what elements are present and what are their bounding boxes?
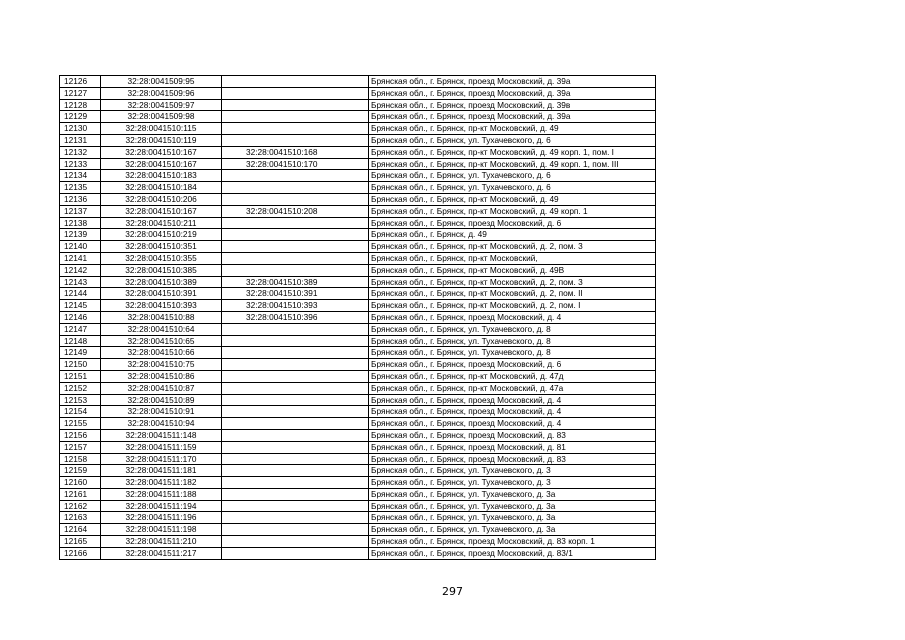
row-number-cell: 12128 bbox=[60, 99, 101, 111]
linked-cadastral-number-cell bbox=[222, 217, 369, 229]
linked-cadastral-number-cell bbox=[222, 193, 369, 205]
table-row bbox=[60, 193, 656, 205]
linked-cadastral-number-cell: 32:28:0041510:389 bbox=[222, 276, 369, 288]
address-cell: Брянская обл., г. Брянск, ул. Тухачевского, д. 8 bbox=[369, 335, 656, 347]
linked-cadastral-number-cell bbox=[222, 418, 369, 430]
cadastral-number-cell: 32:28:0041510:87 bbox=[101, 382, 222, 394]
row-number-cell: 12161 bbox=[60, 488, 101, 500]
cadastral-number-cell: 32:28:0041510:351 bbox=[101, 241, 222, 253]
cadastral-number-cell: 32:28:0041511:194 bbox=[101, 500, 222, 512]
linked-cadastral-number-cell bbox=[222, 359, 369, 371]
linked-cadastral-number-cell bbox=[222, 111, 369, 123]
table-row bbox=[60, 335, 656, 347]
row-number-cell: 12162 bbox=[60, 500, 101, 512]
table-row bbox=[60, 465, 656, 477]
address-cell: Брянская обл., г. Брянск, пр-кт Московский, д. 2, пом. 3 bbox=[369, 276, 656, 288]
row-number-cell: 12149 bbox=[60, 347, 101, 359]
address-cell: Брянская обл., г. Брянск, проезд Московский, д. 81 bbox=[369, 441, 656, 453]
cadastral-number-cell: 32:28:0041509:97 bbox=[101, 99, 222, 111]
address-cell: Брянская обл., г. Брянск, ул. Тухачевского, д. 6 bbox=[369, 170, 656, 182]
cadastral-number-cell: 32:28:0041509:96 bbox=[101, 87, 222, 99]
cadastral-number-cell: 32:28:0041511:170 bbox=[101, 453, 222, 465]
row-number-cell: 12126 bbox=[60, 76, 101, 88]
row-number-cell: 12158 bbox=[60, 453, 101, 465]
cadastral-number-cell: 32:28:0041510:167 bbox=[101, 205, 222, 217]
linked-cadastral-number-cell bbox=[222, 477, 369, 489]
linked-cadastral-number-cell bbox=[222, 453, 369, 465]
table-row bbox=[60, 76, 656, 88]
address-cell: Брянская обл., г. Брянск, пр-кт Московский, д. 47д bbox=[369, 370, 656, 382]
table-row bbox=[60, 453, 656, 465]
table-row bbox=[60, 429, 656, 441]
address-cell: Брянская обл., г. Брянск, ул. Тухачевского, д. 3а bbox=[369, 500, 656, 512]
table-row bbox=[60, 477, 656, 489]
table-row bbox=[60, 536, 656, 548]
linked-cadastral-number-cell bbox=[222, 229, 369, 241]
linked-cadastral-number-cell bbox=[222, 323, 369, 335]
cadastral-number-cell: 32:28:0041511:196 bbox=[101, 512, 222, 524]
row-number-cell: 12165 bbox=[60, 536, 101, 548]
table-row bbox=[60, 134, 656, 146]
table-row bbox=[60, 488, 656, 500]
address-cell: Брянская обл., г. Брянск, проезд Московский, д. 6 bbox=[369, 359, 656, 371]
cadastral-number-cell: 32:28:0041511:217 bbox=[101, 547, 222, 559]
linked-cadastral-number-cell: 32:28:0041510:393 bbox=[222, 300, 369, 312]
row-number-cell: 12146 bbox=[60, 311, 101, 323]
table-row bbox=[60, 182, 656, 194]
row-number-cell: 12136 bbox=[60, 193, 101, 205]
table-row bbox=[60, 406, 656, 418]
cadastral-number-cell: 32:28:0041511:182 bbox=[101, 477, 222, 489]
cadastral-number-cell: 32:28:0041510:391 bbox=[101, 288, 222, 300]
address-cell: Брянская обл., г. Брянск, пр-кт Московский, д. 2, пом. 3 bbox=[369, 241, 656, 253]
row-number-cell: 12145 bbox=[60, 300, 101, 312]
address-cell: Брянская обл., г. Брянск, д. 49 bbox=[369, 229, 656, 241]
address-cell: Брянская обл., г. Брянск, ул. Тухачевского, д. 3а bbox=[369, 524, 656, 536]
cadastral-number-cell: 32:28:0041510:206 bbox=[101, 193, 222, 205]
row-number-cell: 12132 bbox=[60, 146, 101, 158]
row-number-cell: 12151 bbox=[60, 370, 101, 382]
address-cell: Брянская обл., г. Брянск, пр-кт Московский, д. 49 корп. 1 bbox=[369, 205, 656, 217]
row-number-cell: 12137 bbox=[60, 205, 101, 217]
cadastral-number-cell: 32:28:0041510:115 bbox=[101, 123, 222, 135]
table-row bbox=[60, 288, 656, 300]
linked-cadastral-number-cell bbox=[222, 441, 369, 453]
linked-cadastral-number-cell bbox=[222, 547, 369, 559]
cadastral-number-cell: 32:28:0041511:181 bbox=[101, 465, 222, 477]
address-cell: Брянская обл., г. Брянск, ул. Тухачевского, д. 6 bbox=[369, 182, 656, 194]
cadastral-number-cell: 32:28:0041510:86 bbox=[101, 370, 222, 382]
table-row bbox=[60, 252, 656, 264]
linked-cadastral-number-cell bbox=[222, 524, 369, 536]
linked-cadastral-number-cell bbox=[222, 512, 369, 524]
row-number-cell: 12153 bbox=[60, 394, 101, 406]
table-row bbox=[60, 524, 656, 536]
row-number-cell: 12139 bbox=[60, 229, 101, 241]
address-cell: Брянская обл., г. Брянск, проезд Московский, д. 4 bbox=[369, 406, 656, 418]
row-number-cell: 12154 bbox=[60, 406, 101, 418]
table-row bbox=[60, 500, 656, 512]
cadastral-number-cell: 32:28:0041510:393 bbox=[101, 300, 222, 312]
cadastral-number-cell: 32:28:0041510:355 bbox=[101, 252, 222, 264]
linked-cadastral-number-cell bbox=[222, 536, 369, 548]
address-cell: Брянская обл., г. Брянск, проезд Московский, д. 6 bbox=[369, 217, 656, 229]
linked-cadastral-number-cell bbox=[222, 406, 369, 418]
cadastral-number-cell: 32:28:0041510:65 bbox=[101, 335, 222, 347]
row-number-cell: 12166 bbox=[60, 547, 101, 559]
linked-cadastral-number-cell: 32:28:0041510:391 bbox=[222, 288, 369, 300]
row-number-cell: 12147 bbox=[60, 323, 101, 335]
row-number-cell: 12164 bbox=[60, 524, 101, 536]
address-cell: Брянская обл., г. Брянск, пр-кт Московский, д. 47а bbox=[369, 382, 656, 394]
address-cell: Брянская обл., г. Брянск, ул. Тухачевского, д. 3а bbox=[369, 488, 656, 500]
cadastral-number-cell: 32:28:0041510:119 bbox=[101, 134, 222, 146]
row-number-cell: 12131 bbox=[60, 134, 101, 146]
linked-cadastral-number-cell bbox=[222, 347, 369, 359]
cadastral-number-cell: 32:28:0041510:183 bbox=[101, 170, 222, 182]
table-row bbox=[60, 123, 656, 135]
table-row bbox=[60, 347, 656, 359]
table-body bbox=[60, 76, 656, 560]
table-row bbox=[60, 512, 656, 524]
linked-cadastral-number-cell bbox=[222, 264, 369, 276]
row-number-cell: 12150 bbox=[60, 359, 101, 371]
table-row bbox=[60, 394, 656, 406]
linked-cadastral-number-cell bbox=[222, 370, 369, 382]
table-row bbox=[60, 146, 656, 158]
linked-cadastral-number-cell bbox=[222, 488, 369, 500]
table-row bbox=[60, 323, 656, 335]
address-cell: Брянская обл., г. Брянск, проезд Московский, д. 83 bbox=[369, 453, 656, 465]
linked-cadastral-number-cell bbox=[222, 134, 369, 146]
table-row bbox=[60, 87, 656, 99]
table-row bbox=[60, 158, 656, 170]
table-row bbox=[60, 217, 656, 229]
address-cell: Брянская обл., г. Брянск, проезд Московский, д. 39а bbox=[369, 87, 656, 99]
row-number-cell: 12156 bbox=[60, 429, 101, 441]
address-cell: Брянская обл., г. Брянск, ул. Тухачевского, д. 3 bbox=[369, 465, 656, 477]
linked-cadastral-number-cell bbox=[222, 500, 369, 512]
address-cell: Брянская обл., г. Брянск, проезд Московский, д. 39в bbox=[369, 99, 656, 111]
table-row bbox=[60, 276, 656, 288]
cadastral-number-cell: 32:28:0041510:91 bbox=[101, 406, 222, 418]
row-number-cell: 12152 bbox=[60, 382, 101, 394]
table-row bbox=[60, 241, 656, 253]
address-cell: Брянская обл., г. Брянск, пр-кт Московский, д. 2, пом. I bbox=[369, 300, 656, 312]
address-cell: Брянская обл., г. Брянск, проезд Московский, д. 4 bbox=[369, 418, 656, 430]
linked-cadastral-number-cell: 32:28:0041510:396 bbox=[222, 311, 369, 323]
property-table bbox=[59, 75, 656, 560]
row-number-cell: 12144 bbox=[60, 288, 101, 300]
table-row bbox=[60, 370, 656, 382]
address-cell: Брянская обл., г. Брянск, проезд Московский, д. 4 bbox=[369, 311, 656, 323]
linked-cadastral-number-cell bbox=[222, 87, 369, 99]
address-cell: Брянская обл., г. Брянск, пр-кт Московский, д. 49В bbox=[369, 264, 656, 276]
address-cell: Брянская обл., г. Брянск, проезд Московский, д. 39а bbox=[369, 76, 656, 88]
linked-cadastral-number-cell bbox=[222, 241, 369, 253]
cadastral-number-cell: 32:28:0041511:198 bbox=[101, 524, 222, 536]
cadastral-number-cell: 32:28:0041510:75 bbox=[101, 359, 222, 371]
cadastral-number-cell: 32:28:0041510:385 bbox=[101, 264, 222, 276]
row-number-cell: 12159 bbox=[60, 465, 101, 477]
linked-cadastral-number-cell: 32:28:0041510:208 bbox=[222, 205, 369, 217]
page-number: 297 bbox=[442, 585, 463, 598]
linked-cadastral-number-cell: 32:28:0041510:168 bbox=[222, 146, 369, 158]
table-row bbox=[60, 111, 656, 123]
address-cell: Брянская обл., г. Брянск, ул. Тухачевского, д. 8 bbox=[369, 323, 656, 335]
linked-cadastral-number-cell bbox=[222, 465, 369, 477]
row-number-cell: 12163 bbox=[60, 512, 101, 524]
linked-cadastral-number-cell bbox=[222, 170, 369, 182]
cadastral-number-cell: 32:28:0041510:211 bbox=[101, 217, 222, 229]
table-row bbox=[60, 311, 656, 323]
address-cell: Брянская обл., г. Брянск, проезд Московский, д. 83 корп. 1 bbox=[369, 536, 656, 548]
row-number-cell: 12138 bbox=[60, 217, 101, 229]
address-cell: Брянская обл., г. Брянск, пр-кт Московский, д. 49 корп. 1, пом. I bbox=[369, 146, 656, 158]
table-row bbox=[60, 418, 656, 430]
linked-cadastral-number-cell bbox=[222, 76, 369, 88]
linked-cadastral-number-cell bbox=[222, 182, 369, 194]
row-number-cell: 12142 bbox=[60, 264, 101, 276]
address-cell: Брянская обл., г. Брянск, пр-кт Московский, bbox=[369, 252, 656, 264]
address-cell: Брянская обл., г. Брянск, ул. Тухачевского, д. 6 bbox=[369, 134, 656, 146]
row-number-cell: 12133 bbox=[60, 158, 101, 170]
cadastral-number-cell: 32:28:0041510:94 bbox=[101, 418, 222, 430]
address-cell: Брянская обл., г. Брянск, проезд Московский, д. 83 bbox=[369, 429, 656, 441]
linked-cadastral-number-cell bbox=[222, 123, 369, 135]
linked-cadastral-number-cell bbox=[222, 335, 369, 347]
address-cell: Брянская обл., г. Брянск, ул. Тухачевского, д. 3а bbox=[369, 512, 656, 524]
cadastral-number-cell: 32:28:0041509:95 bbox=[101, 76, 222, 88]
row-number-cell: 12155 bbox=[60, 418, 101, 430]
cadastral-number-cell: 32:28:0041510:64 bbox=[101, 323, 222, 335]
cadastral-number-cell: 32:28:0041509:98 bbox=[101, 111, 222, 123]
table-row bbox=[60, 99, 656, 111]
row-number-cell: 12157 bbox=[60, 441, 101, 453]
address-cell: Брянская обл., г. Брянск, ул. Тухачевского, д. 8 bbox=[369, 347, 656, 359]
row-number-cell: 12160 bbox=[60, 477, 101, 489]
cadastral-number-cell: 32:28:0041510:184 bbox=[101, 182, 222, 194]
address-cell: Брянская обл., г. Брянск, пр-кт Московский, д. 49 bbox=[369, 193, 656, 205]
row-number-cell: 12127 bbox=[60, 87, 101, 99]
address-cell: Брянская обл., г. Брянск, проезд Московский, д. 83/1 bbox=[369, 547, 656, 559]
table-row bbox=[60, 229, 656, 241]
cadastral-number-cell: 32:28:0041511:210 bbox=[101, 536, 222, 548]
table-row bbox=[60, 359, 656, 371]
cadastral-number-cell: 32:28:0041510:167 bbox=[101, 146, 222, 158]
row-number-cell: 12134 bbox=[60, 170, 101, 182]
address-cell: Брянская обл., г. Брянск, пр-кт Московский, д. 2, пом. II bbox=[369, 288, 656, 300]
cadastral-number-cell: 32:28:0041511:159 bbox=[101, 441, 222, 453]
address-cell: Брянская обл., г. Брянск, проезд Московский, д. 39а bbox=[369, 111, 656, 123]
table-row bbox=[60, 170, 656, 182]
address-cell: Брянская обл., г. Брянск, пр-кт Московский, д. 49 корп. 1, пом. III bbox=[369, 158, 656, 170]
row-number-cell: 12130 bbox=[60, 123, 101, 135]
linked-cadastral-number-cell bbox=[222, 252, 369, 264]
table-row bbox=[60, 382, 656, 394]
cadastral-number-cell: 32:28:0041510:89 bbox=[101, 394, 222, 406]
address-cell: Брянская обл., г. Брянск, ул. Тухачевского, д. 3 bbox=[369, 477, 656, 489]
cadastral-number-cell: 32:28:0041510:167 bbox=[101, 158, 222, 170]
row-number-cell: 12140 bbox=[60, 241, 101, 253]
linked-cadastral-number-cell bbox=[222, 99, 369, 111]
table-row bbox=[60, 547, 656, 559]
table-row bbox=[60, 441, 656, 453]
linked-cadastral-number-cell bbox=[222, 429, 369, 441]
linked-cadastral-number-cell: 32:28:0041510:170 bbox=[222, 158, 369, 170]
table-row bbox=[60, 205, 656, 217]
cadastral-number-cell: 32:28:0041510:88 bbox=[101, 311, 222, 323]
row-number-cell: 12148 bbox=[60, 335, 101, 347]
row-number-cell: 12129 bbox=[60, 111, 101, 123]
cadastral-number-cell: 32:28:0041511:188 bbox=[101, 488, 222, 500]
cadastral-number-cell: 32:28:0041511:148 bbox=[101, 429, 222, 441]
cadastral-number-cell: 32:28:0041510:389 bbox=[101, 276, 222, 288]
cadastral-number-cell: 32:28:0041510:66 bbox=[101, 347, 222, 359]
cadastral-number-cell: 32:28:0041510:219 bbox=[101, 229, 222, 241]
row-number-cell: 12135 bbox=[60, 182, 101, 194]
linked-cadastral-number-cell bbox=[222, 382, 369, 394]
row-number-cell: 12141 bbox=[60, 252, 101, 264]
address-cell: Брянская обл., г. Брянск, проезд Московский, д. 4 bbox=[369, 394, 656, 406]
table-row bbox=[60, 300, 656, 312]
row-number-cell: 12143 bbox=[60, 276, 101, 288]
address-cell: Брянская обл., г. Брянск, пр-кт Московский, д. 49 bbox=[369, 123, 656, 135]
linked-cadastral-number-cell bbox=[222, 394, 369, 406]
table-row bbox=[60, 264, 656, 276]
